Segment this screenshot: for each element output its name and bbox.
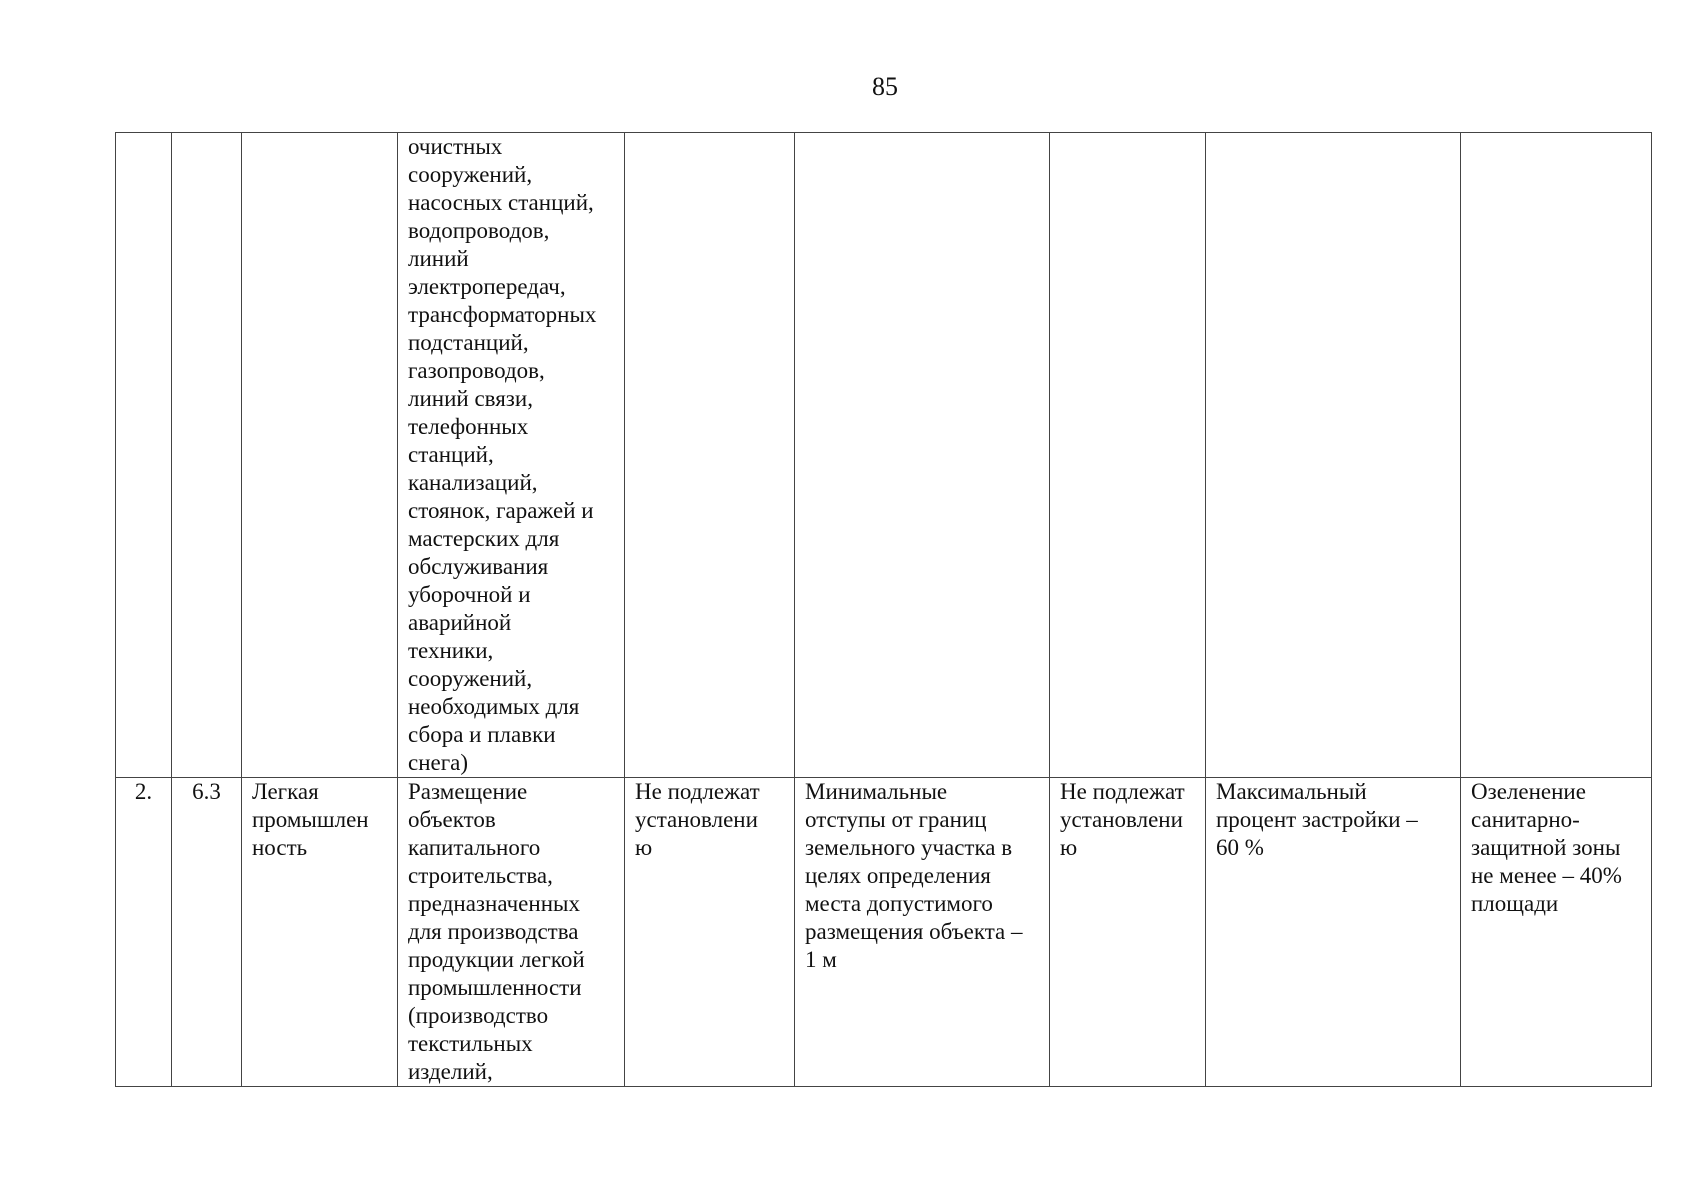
cell-line: сбора и плавки: [408, 722, 556, 747]
cell-col5: [625, 133, 795, 778]
table-row-continuation: [116, 133, 1652, 778]
cell-col9: [1461, 778, 1652, 1087]
cell-line: сооружений,: [408, 162, 533, 187]
cell-line: установлени: [1060, 807, 1183, 832]
cell-description: [398, 778, 625, 1087]
cell-col8: [1206, 778, 1461, 1087]
cell-line: площади: [1471, 891, 1559, 916]
cell-line: подстанций,: [408, 330, 529, 355]
cell-name: [242, 778, 398, 1087]
cell-index: [116, 133, 172, 778]
cell-col5: [625, 778, 795, 1087]
cell-line: сооружений,: [408, 666, 533, 691]
cell-line: ю: [1060, 835, 1078, 860]
cell-line: места допустимого: [805, 891, 993, 916]
cell-col7: [1050, 778, 1206, 1087]
cell-code: 6.3: [172, 778, 242, 1087]
cell-line: защитной зоны: [1471, 835, 1621, 860]
cell-line: мастерских для: [408, 526, 560, 551]
cell-line: уборочной и: [408, 582, 531, 607]
cell-line: ю: [635, 835, 653, 860]
description-lines: [408, 133, 614, 777]
cell-line: Озеленение: [1471, 779, 1586, 804]
cell-line: линий связи,: [408, 386, 533, 411]
cell-line: строительства,: [408, 863, 553, 888]
cell-line: электропередач,: [408, 274, 566, 299]
cell-line: объектов: [408, 807, 496, 832]
cell-col8: [1206, 133, 1461, 778]
cell-line: санитарно-: [1471, 807, 1580, 832]
cell-line: Максимальный: [1216, 779, 1367, 804]
description-lines: [408, 778, 614, 1086]
cell-line: отступы от границ: [805, 807, 987, 832]
cell-line: станций,: [408, 442, 494, 467]
cell-line: изделий,: [408, 1059, 493, 1084]
table-row-2: [116, 778, 1652, 1087]
cell-line: 60 %: [1216, 835, 1264, 860]
cell-line: насосных станций,: [408, 190, 594, 215]
cell-line: канализаций,: [408, 470, 538, 495]
cell-line: промышленности: [408, 975, 582, 1000]
cell-line: очистных: [408, 134, 503, 159]
cell-line: трансформаторных: [408, 302, 597, 327]
cell-line: линий: [408, 246, 469, 271]
col8-lines: [1216, 778, 1450, 862]
cell-line: телефонных: [408, 414, 529, 439]
cell-col7: [1050, 133, 1206, 778]
name-lines: [252, 778, 387, 862]
cell-name: [242, 133, 398, 778]
cell-line: предназначенных: [408, 891, 580, 916]
cell-line: 1 м: [805, 947, 837, 972]
cell-line: Размещение: [408, 779, 528, 804]
cell-line: промышлен: [252, 807, 369, 832]
cell-col9: [1461, 133, 1652, 778]
cell-description: [398, 133, 625, 778]
cell-line: газопроводов,: [408, 358, 545, 383]
cell-line: (производство: [408, 1003, 549, 1028]
cell-line: водопроводов,: [408, 218, 550, 243]
cell-line: ность: [252, 835, 308, 860]
land-use-table: [115, 132, 1652, 1087]
cell-line: Минимальные: [805, 779, 948, 804]
cell-code: [172, 133, 242, 778]
cell-col6: [795, 778, 1050, 1087]
cell-line: аварийной: [408, 610, 512, 635]
cell-line: Легкая: [252, 779, 319, 804]
cell-line: установлени: [635, 807, 758, 832]
cell-line: процент застройки –: [1216, 807, 1418, 832]
cell-line: не менее – 40%: [1471, 863, 1622, 888]
cell-line: капитального: [408, 835, 541, 860]
cell-line: стоянок, гаражей и: [408, 498, 594, 523]
cell-line: Не подлежат: [1060, 779, 1185, 804]
cell-line: необходимых для: [408, 694, 580, 719]
cell-line: текстильных: [408, 1031, 533, 1056]
cell-line: земельного участка в: [805, 835, 1013, 860]
col5-lines: [635, 778, 784, 862]
page-number: 85: [872, 72, 898, 101]
col7-lines: [1060, 778, 1195, 862]
cell-index: 2.: [116, 778, 172, 1087]
cell-line: для производства: [408, 919, 579, 944]
cell-line: Не подлежат: [635, 779, 760, 804]
col9-lines: [1471, 778, 1641, 918]
col6-lines: [805, 778, 1039, 974]
cell-line: размещения объекта –: [805, 919, 1023, 944]
cell-line: целях определения: [805, 863, 991, 888]
cell-line: техники,: [408, 638, 494, 663]
cell-line: обслуживания: [408, 554, 549, 579]
cell-line: продукции легкой: [408, 947, 585, 972]
cell-col6: [795, 133, 1050, 778]
cell-line: снега): [408, 750, 469, 775]
